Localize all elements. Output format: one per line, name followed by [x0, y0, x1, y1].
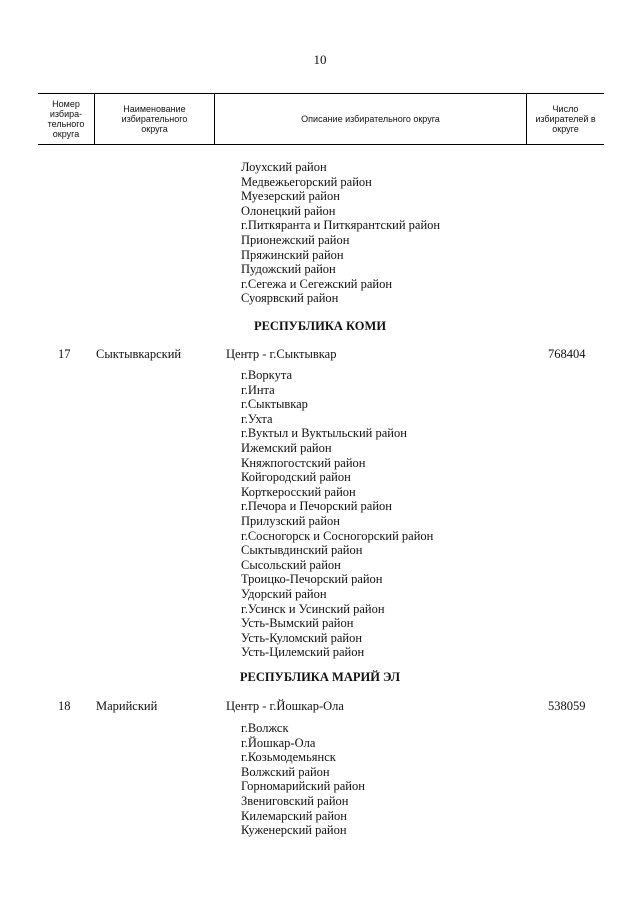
- area-list-item: Усть-Цилемский район: [241, 645, 365, 660]
- header-district-name: Наименование избирательного округа: [94, 94, 214, 144]
- district-number: 17: [58, 347, 71, 361]
- section-title-mari-el: РЕСПУБЛИКА МАРИЙ ЭЛ: [239, 670, 401, 684]
- area-list-item: Усть-Куломский район: [241, 630, 363, 645]
- area-list-item: Прионежский район: [241, 232, 350, 247]
- area-list-item: г.Печора и Печорский район: [241, 499, 392, 514]
- area-list-item: Волжский район: [241, 764, 330, 779]
- area-list-item: Олонецкий район: [241, 203, 336, 218]
- area-list-item: г.Козьмодемьянск: [241, 750, 336, 765]
- area-list-item: Прилузский район: [241, 513, 340, 528]
- voter-count: 538059: [548, 699, 586, 713]
- area-list-item: г.Усинск и Усинский район: [241, 601, 385, 616]
- area-list-item: г.Вуктыл и Вуктыльский район: [241, 426, 407, 441]
- area-list-item: г.Ухта: [241, 411, 273, 426]
- page-number: 10: [313, 52, 327, 67]
- area-list-item: Килемарский район: [241, 808, 347, 823]
- table-header: [38, 93, 604, 145]
- area-list-item: Ижемский район: [241, 440, 332, 455]
- area-list-item: г.Сегежа и Сегежский район: [241, 276, 393, 291]
- area-list-item: Сыктывдинский район: [241, 543, 363, 558]
- area-list-item: Куженерский район: [241, 823, 347, 838]
- area-list-item: г.Сыктывкар: [241, 397, 308, 412]
- header-district-number: Номер избира- тельного округа: [47, 99, 85, 139]
- area-list-item: Пряжинский район: [241, 247, 344, 262]
- district-center: Центр - г.Йошкар-Ола: [226, 699, 344, 713]
- area-list-item: Удорский район: [241, 586, 327, 601]
- area-list-item: г.Инта: [241, 382, 275, 397]
- area-list-item: Корткеросский район: [241, 484, 356, 499]
- district-center: Центр - г.Сыктывкар: [226, 347, 337, 361]
- area-list-item: г.Воркута: [241, 368, 292, 382]
- area-list-item: г.Сосногорск и Сосногорский район: [241, 528, 434, 543]
- area-list-item: Суоярвский район: [241, 291, 339, 306]
- area-list-item: Княжпогостский район: [241, 455, 366, 470]
- voter-count: 768404: [548, 347, 586, 361]
- header-district-description: Описание избирательного округа: [214, 94, 526, 144]
- area-list-item: г.Волжск: [241, 721, 289, 735]
- mari-el-area-list: [241, 721, 365, 838]
- district-name: Сыктывкарский: [96, 347, 182, 361]
- district-number: 18: [58, 699, 71, 713]
- area-list-item: Звениговский район: [241, 793, 349, 808]
- area-list-item: Медвежьегорский район: [241, 174, 372, 189]
- area-list-item: Сысольский район: [241, 557, 341, 572]
- area-list-item: Троицко-Печорский район: [241, 572, 383, 587]
- area-list-item: Муезерский район: [241, 189, 340, 204]
- area-list-item: Лоухский район: [241, 160, 327, 174]
- area-list-item: Койгородский район: [241, 470, 351, 485]
- area-list-item: Горномарийский район: [241, 779, 365, 794]
- area-list-item: Пудожский район: [241, 262, 336, 277]
- komi-area-list: [241, 368, 433, 660]
- area-list-item: Усть-Вымский район: [241, 616, 354, 631]
- karelia-area-list: [241, 160, 440, 306]
- district-name: Марийский: [96, 699, 158, 713]
- section-title-komi: РЕСПУБЛИКА КОМИ: [253, 319, 387, 333]
- header-voter-count: Число избирателей в округе: [526, 94, 604, 144]
- area-list-item: г.Йошкар-Ола: [241, 735, 316, 750]
- area-list-item: г.Питкяранта и Питкярантский район: [241, 218, 441, 233]
